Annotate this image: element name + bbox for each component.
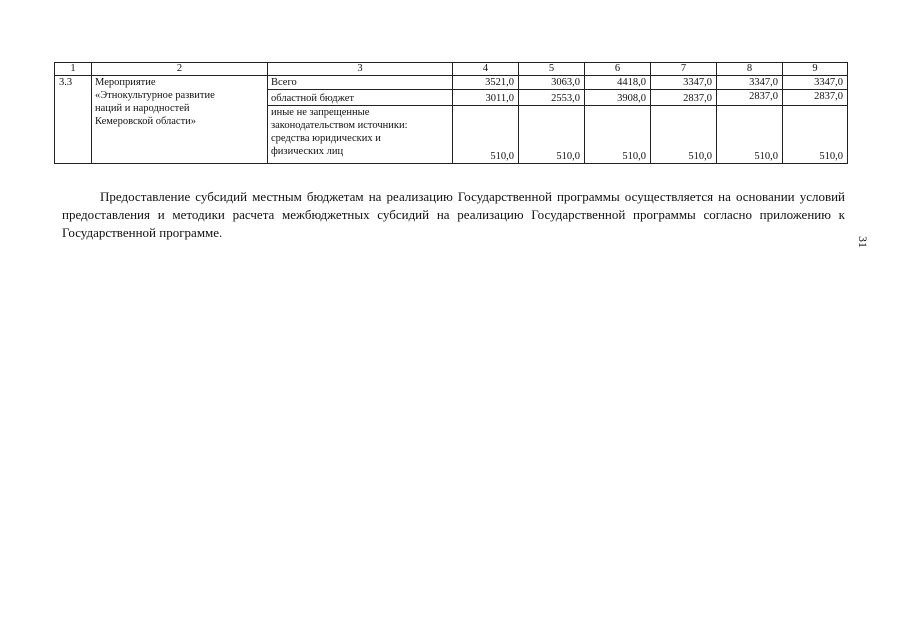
item-name [92, 76, 268, 164]
item-name-line: Мероприятие [95, 77, 156, 88]
funding-source [268, 106, 453, 164]
item-name-line: наций и народностей [95, 103, 190, 114]
column-number-row [55, 63, 848, 76]
value-cell: 3347,0 [717, 76, 783, 90]
column-number: 4 [453, 63, 519, 76]
value-cell: 3063,0 [519, 76, 585, 90]
column-number: 8 [717, 63, 783, 76]
value-cell: 2837,0 [717, 90, 783, 106]
value-cell: 2837,0 [651, 90, 717, 106]
item-name-line: Кемеровской области» [95, 116, 197, 127]
column-number: 6 [585, 63, 651, 76]
column-number: 1 [55, 63, 92, 76]
value-cell: 2553,0 [519, 90, 585, 106]
value-cell: 3521,0 [453, 76, 519, 90]
value-cell: 3908,0 [585, 90, 651, 106]
value-cell: 510,0 [585, 106, 651, 164]
value-cell: 4418,0 [585, 76, 651, 90]
column-number: 7 [651, 63, 717, 76]
funding-source-line: иные не запрещенные [271, 107, 370, 118]
value-cell: 2837,0 [783, 90, 848, 106]
value-cell: 510,0 [783, 106, 848, 164]
value-cell: 510,0 [717, 106, 783, 164]
page-number: 31 [856, 236, 870, 248]
body-paragraph: Предоставление субсидий местным бюджетам на реализацию Государственной программы осуществляется на основании условий предоставления и методики расчета межбюджетных субсидий на реализацию Государственной программы согласно приложению к Государственной программе. [62, 189, 845, 240]
value-cell: 510,0 [519, 106, 585, 164]
budget-table [54, 62, 848, 164]
item-number: 3.3 [55, 76, 92, 164]
funding-source-line: законодательством источники: [271, 120, 408, 131]
column-number: 3 [268, 63, 453, 76]
funding-source-line: физических лиц [271, 146, 344, 157]
column-number: 5 [519, 63, 585, 76]
value-cell: 510,0 [651, 106, 717, 164]
funding-source-line: средства юридических и [271, 133, 381, 144]
item-name-line: «Этнокультурное развитие [95, 90, 215, 101]
funding-source: областной бюджет [268, 90, 453, 106]
funding-source: Всего [268, 76, 453, 90]
value-cell: 3347,0 [783, 76, 848, 90]
column-number: 9 [783, 63, 848, 76]
table-row-total [55, 76, 848, 90]
value-cell: 3011,0 [453, 90, 519, 106]
column-number: 2 [92, 63, 268, 76]
value-cell: 3347,0 [651, 76, 717, 90]
value-cell: 510,0 [453, 106, 519, 164]
